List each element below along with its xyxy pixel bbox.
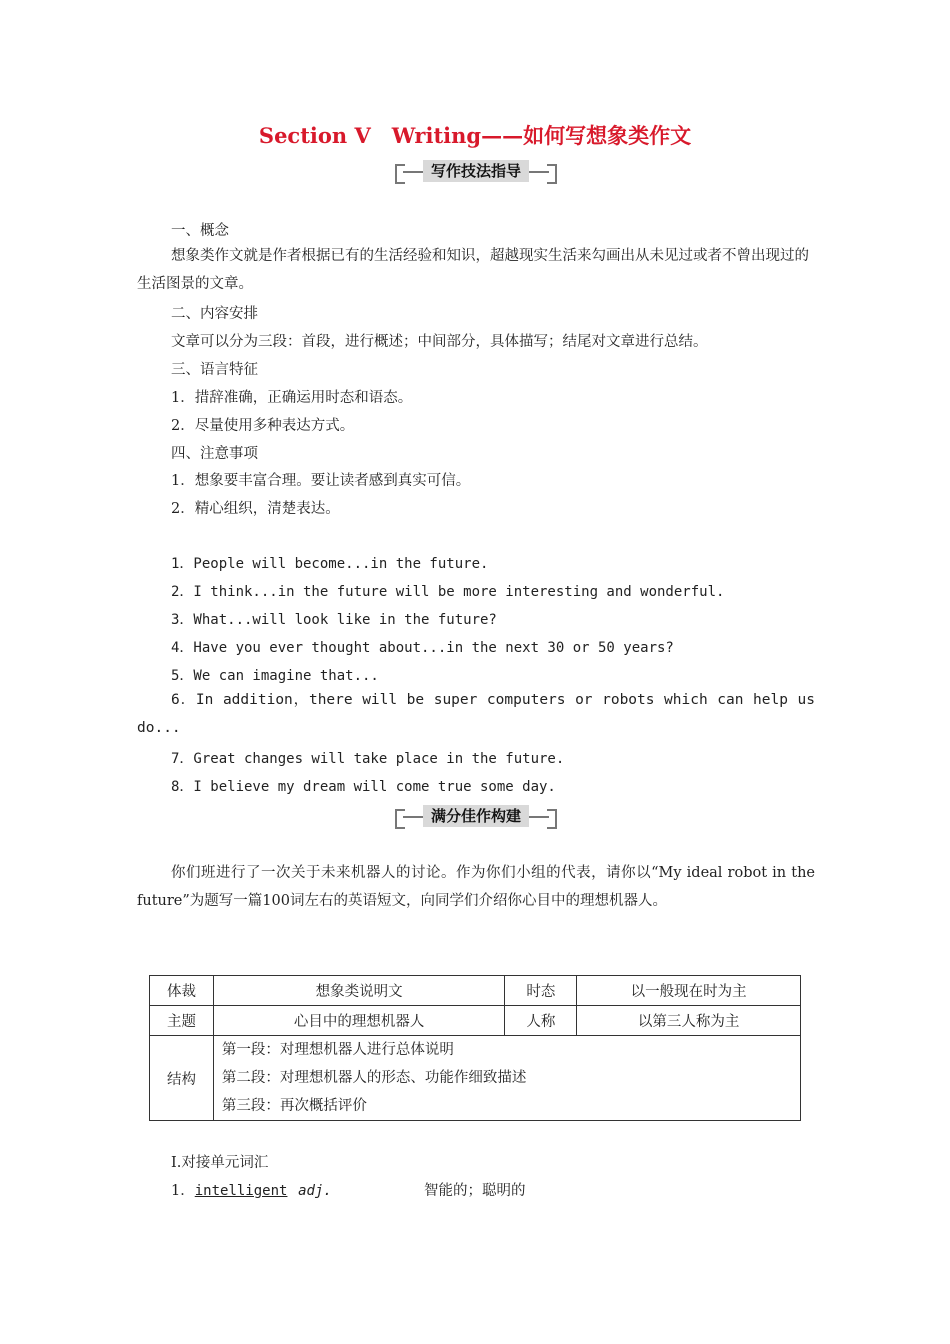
structure-line: 第一段：对理想机器人进行总体说明 (221, 1042, 454, 1058)
section-heading: Ⅰ.对接单元词汇 (171, 1155, 269, 1171)
writing-analysis-table (149, 975, 801, 1121)
section-heading: 一、概念 (171, 223, 229, 239)
list-item: 2．精心组织，清楚表达。 (171, 501, 340, 517)
section-heading: 三、语言特征 (171, 362, 258, 378)
section-banner-model-essay (395, 805, 557, 829)
table-cell: 想象类说明文 (213, 976, 505, 1006)
table-cell: 人称 (505, 1006, 577, 1036)
page-title: Section Ⅴ Writing——如何写想象类作文 (258, 123, 692, 148)
table-cell-structure (213, 1036, 800, 1121)
list-item: 1．措辞准确，正确运用时态和语态。 (171, 390, 413, 406)
vocab-meaning: 智能的；聪明的 (424, 1183, 526, 1199)
table-cell: 结构 (150, 1036, 214, 1121)
phrase-item: 2．I think...in the future will be more interesting and wonderful. (171, 584, 725, 600)
table-row (150, 1006, 801, 1036)
banner-label: 满分佳作构建 (423, 805, 529, 827)
vocab-number: 1． (171, 1183, 195, 1199)
phrase-item: 1．People will become...in the future. (171, 556, 489, 572)
table-cell: 时态 (505, 976, 577, 1006)
phrase-text: 6．In addition，there will be super computers or robots which can help us do... (137, 692, 815, 736)
phrase-item: 8．I believe my dream will come true some day. (171, 779, 556, 795)
list-item: 2．尽量使用多种表达方式。 (171, 418, 355, 434)
vocab-word: intelligent (194, 1183, 288, 1199)
vocab-item (171, 1179, 332, 1200)
table-cell: 心目中的理想机器人 (213, 1006, 505, 1036)
phrase-item (137, 686, 815, 742)
table-cell: 以一般现在时为主 (577, 976, 801, 1006)
task-prompt (137, 859, 815, 915)
table-cell: 以第三人称为主 (577, 1006, 801, 1036)
phrase-item: 3．What...will look like in the future? (171, 612, 497, 628)
table-row (150, 1036, 801, 1121)
task-text: 你们班进行了一次关于未来机器人的讨论。作为你们小组的代表，请你以“My ideal robot in the future”为题写一篇100词左右的英语短文，向同学们介绍你心目中的理想机器人。 (137, 865, 815, 909)
section-banner-writing-skills (395, 160, 557, 184)
table-cell: 体裁 (150, 976, 214, 1006)
banner-label: 写作技法指导 (423, 160, 529, 182)
paragraph: 文章可以分为三段：首段，进行概述；中间部分，具体描写；结尾对文章进行总结。 (171, 334, 708, 350)
section-heading: 二、内容安排 (171, 306, 258, 322)
structure-line: 第二段：对理想机器人的形态、功能作细致描述 (221, 1070, 527, 1086)
vocab-part-of-speech: adj. (298, 1183, 332, 1199)
phrase-item: 5．We can imagine that... (171, 668, 379, 684)
table-row (150, 976, 801, 1006)
phrase-item: 7．Great changes will take place in the future. (171, 751, 565, 767)
list-item: 1．想象要丰富合理。要让读者感到真实可信。 (171, 473, 471, 489)
structure-line: 第三段：再次概括评价 (221, 1098, 367, 1114)
paragraph-text: 想象类作文就是作者根据已有的生活经验和知识，超越现实生活来勾画出从未见过或者不曾出现过的生活图景的文章。 (137, 248, 809, 292)
section-heading: 四、注意事项 (171, 446, 258, 462)
table-cell: 主题 (150, 1006, 214, 1036)
phrase-item: 4．Have you ever thought about...in the next 30 or 50 years? (171, 640, 674, 656)
paragraph (137, 242, 815, 298)
